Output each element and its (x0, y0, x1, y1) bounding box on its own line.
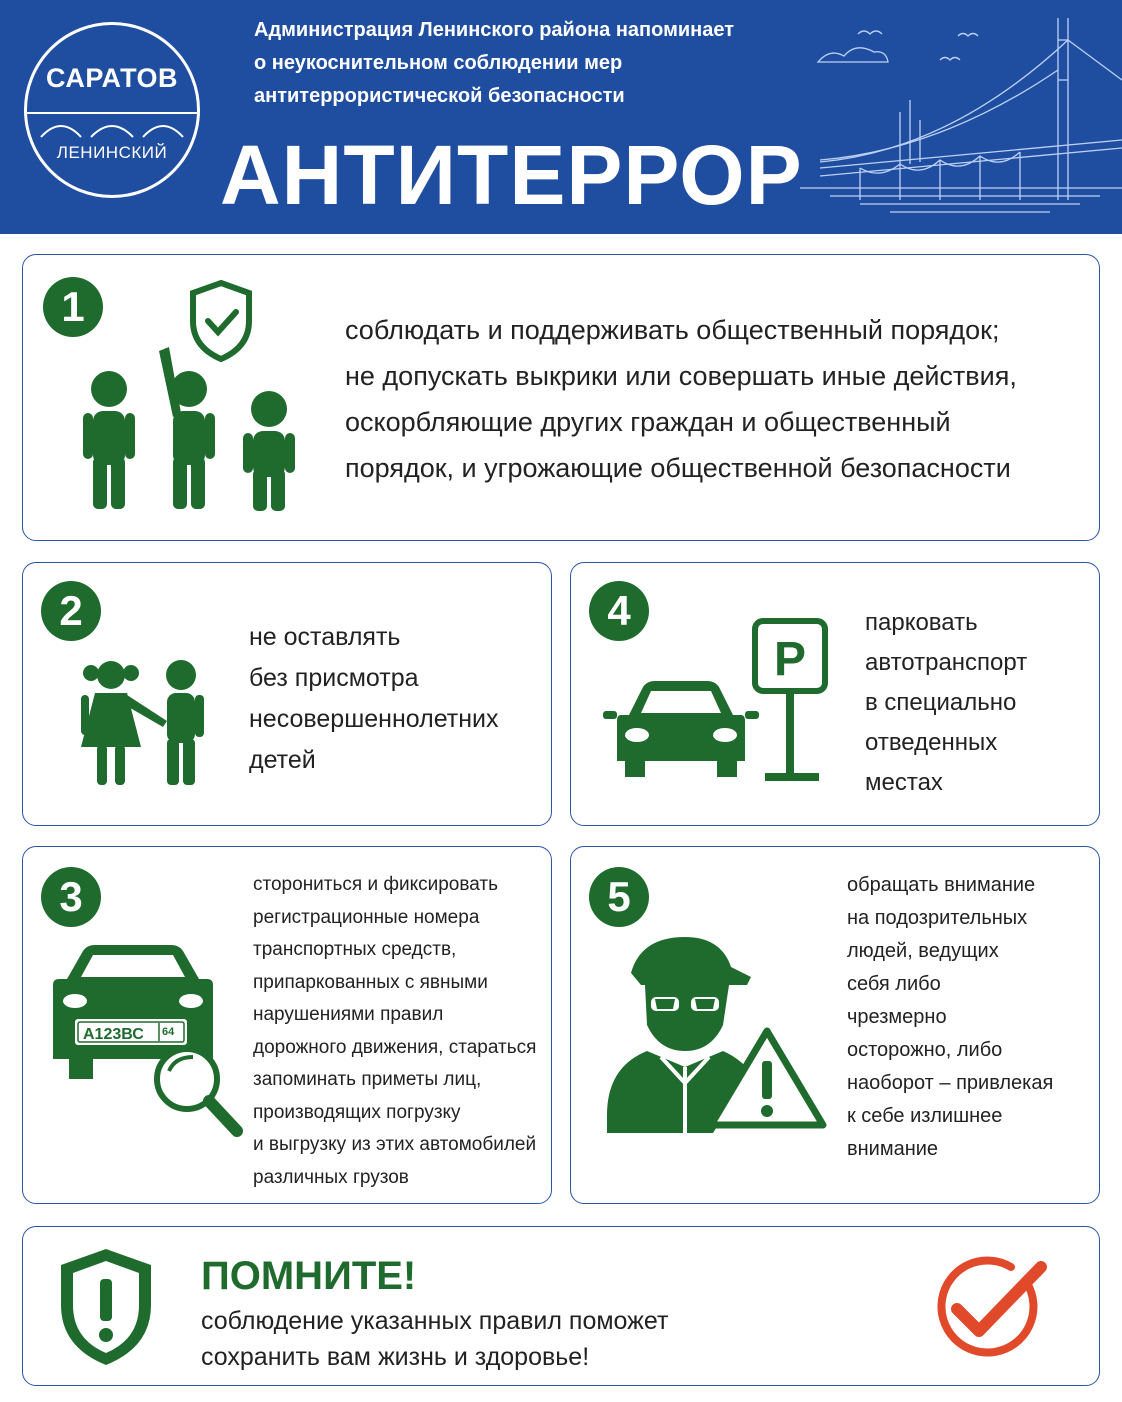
rule-text (865, 603, 1027, 803)
rule-text-line: нарушениями правил (253, 1004, 444, 1025)
rule-text-line: сторониться и фиксировать (253, 874, 499, 895)
reminder-text-line: соблюдение указанных правил поможет (201, 1307, 669, 1335)
rule-text-line: несовершеннолетних (249, 705, 499, 733)
rule-card-3 (22, 846, 552, 1204)
rule-text-line: местах (865, 769, 943, 796)
license-plate-region: 64 (162, 1026, 175, 1038)
page-title: АНТИТЕРРОР (220, 128, 803, 222)
license-plate-number: А123ВС (83, 1026, 144, 1043)
rule-text-line: отведенных (865, 729, 998, 756)
rule-card-2 (22, 562, 552, 826)
logo-city: САРАТОВ (46, 63, 178, 93)
rule-text-line: запоминать приметы лиц, (253, 1069, 482, 1090)
reminder-text-line: сохранить вам жизнь и здоровье! (201, 1343, 590, 1371)
rule-text-line: детей (249, 746, 316, 774)
rule-text (249, 617, 499, 781)
rule-number-badge: 3 (41, 867, 101, 927)
rule-text-line: внимание (847, 1138, 939, 1160)
rule-text-line: производящих погрузку (253, 1101, 461, 1123)
rule-text-line: наоборот – привлекая (847, 1072, 1054, 1094)
rule-card-4 (570, 562, 1100, 826)
rule-text-line: различных грузов (253, 1166, 409, 1188)
reminder-card (22, 1226, 1100, 1386)
bridge-arches-icon (27, 103, 197, 139)
shield-exclamation-icon (51, 1243, 161, 1371)
parking-sign-letter: P (773, 633, 807, 686)
logo-district: ЛЕНИНСКИЙ (56, 143, 168, 162)
rule-text-line: транспортных средств, (253, 939, 457, 960)
rule-text (847, 869, 1053, 1166)
rule-text-line: людей, ведущих (847, 940, 999, 962)
subtitle-line: антитеррористической безопасности (254, 85, 625, 107)
children-holding-hands-icon (71, 659, 221, 789)
rule-card-5 (570, 846, 1100, 1204)
rule-number-badge: 4 (589, 581, 649, 641)
logo (24, 22, 200, 198)
bridge-illustration (800, 0, 1122, 234)
car-parking-sign-icon (601, 615, 841, 795)
rule-number-badge: 2 (41, 581, 101, 641)
rule-text-line: соблюдать и поддерживать общественный порядок; (345, 315, 1000, 345)
rule-text-line: обращать внимание (847, 874, 1036, 896)
header-subtitle (254, 14, 734, 113)
rule-text-line: автотранспорт (865, 649, 1028, 676)
people-group-shield-icon (53, 277, 303, 517)
rule-text-line: чрезмерно (847, 1006, 947, 1028)
rule-text-line: на подозрительных (847, 907, 1028, 929)
rule-text-line: парковать (865, 609, 978, 636)
rule-text-line: дорожного движения, стараться (253, 1036, 537, 1058)
header-banner (0, 0, 1122, 234)
rule-number-badge: 5 (589, 867, 649, 927)
rule-text-line: порядок, и угрожающие общественной безопасности (345, 453, 1011, 483)
check-circle-icon (923, 1253, 1053, 1363)
rule-text-line: осторожно, либо (847, 1039, 1003, 1061)
rule-text-line: себя либо (847, 973, 941, 995)
rule-card-1 (22, 254, 1100, 541)
subtitle-line: Администрация Ленинского района напоминает (254, 19, 735, 41)
reminder-title: ПОМНИТЕ! (201, 1254, 417, 1298)
rule-text-line: и выгрузку из этих автомобилей (253, 1134, 537, 1155)
rule-text-line: припаркованных с явными (253, 971, 488, 993)
rule-text-line: не допускать выкрики или совершать иные действия, (345, 361, 1017, 391)
rule-text-line: без присмотра (249, 664, 419, 692)
reminder-text (201, 1303, 668, 1375)
rule-number-badge: 1 (43, 277, 103, 337)
rule-text (253, 869, 536, 1194)
rule-text-line: оскорбляющие других граждан и общественный (345, 407, 951, 437)
suspicious-person-warning-icon (601, 933, 831, 1153)
rule-text-line: не оставлять (249, 623, 401, 651)
rule-text-line: к себе излишнее (847, 1105, 1003, 1127)
rule-text-line: в специально (865, 689, 1017, 716)
rule-text (345, 307, 1017, 491)
rule-text-line: регистрационные номера (253, 906, 480, 928)
subtitle-line: о неукоснительном соблюдении мер (254, 52, 623, 74)
car-license-plate-magnifier-icon (47, 939, 247, 1149)
